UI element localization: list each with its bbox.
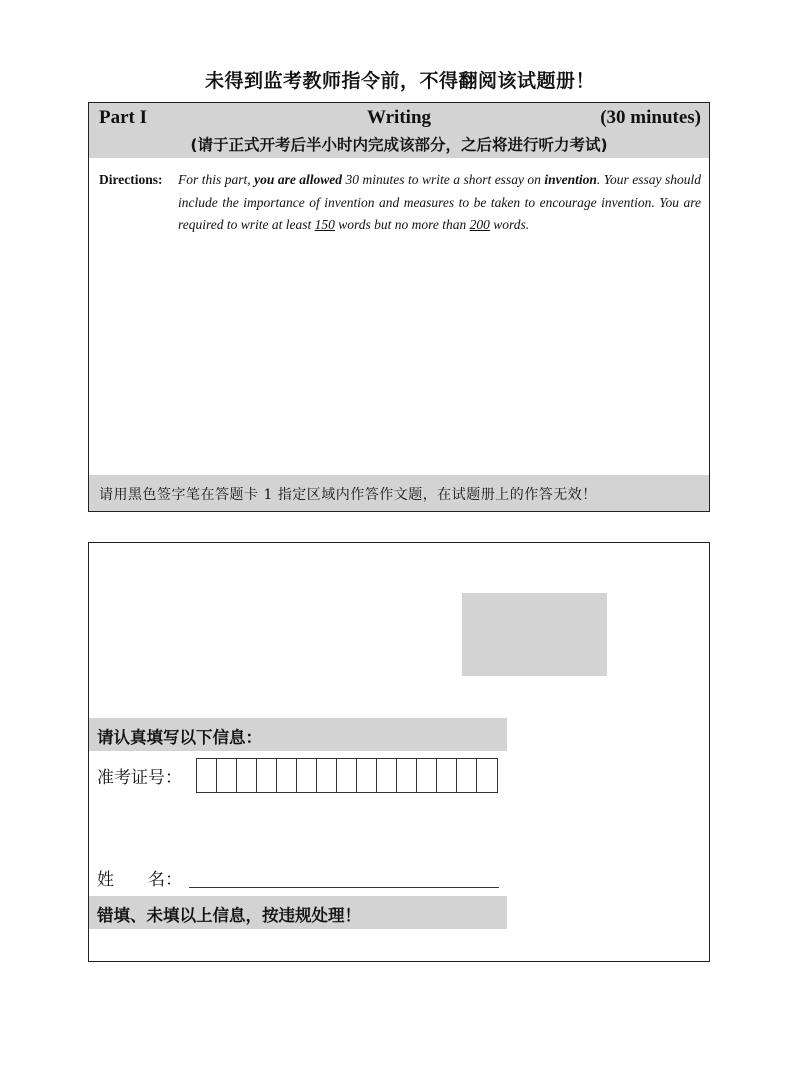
writing-section bbox=[88, 102, 710, 512]
exam-id-cell[interactable] bbox=[437, 759, 457, 792]
min-words: 150 bbox=[314, 217, 335, 232]
exam-id-cell[interactable] bbox=[277, 759, 297, 792]
warning-band bbox=[89, 896, 507, 929]
fill-prompt: 请认真填写以下信息： bbox=[97, 728, 262, 747]
violation-warning: 错填、未填以上信息，按违规处理！ bbox=[97, 906, 361, 925]
fill-prompt-band bbox=[89, 718, 507, 751]
candidate-info-section bbox=[88, 542, 710, 962]
exam-id-label: 准考证号： bbox=[97, 768, 182, 788]
top-warning: 未得到监考教师指令前，不得翻阅该试题册！ bbox=[204, 70, 595, 92]
exam-id-grid[interactable] bbox=[196, 758, 498, 793]
name-label: 姓 名： bbox=[97, 870, 182, 890]
exam-id-cell[interactable] bbox=[237, 759, 257, 792]
section-note: (请于正式开考后半小时内完成该部分，之后将进行听力考试) bbox=[190, 136, 608, 154]
photo-placeholder bbox=[462, 593, 607, 676]
exam-id-cell[interactable] bbox=[257, 759, 277, 792]
exam-id-cell[interactable] bbox=[397, 759, 417, 792]
exam-id-cell[interactable] bbox=[197, 759, 217, 792]
section-title: Writing bbox=[366, 107, 432, 128]
max-words: 200 bbox=[469, 217, 490, 232]
section-header bbox=[89, 103, 709, 158]
exam-id-cell[interactable] bbox=[337, 759, 357, 792]
exam-id-cell[interactable] bbox=[377, 759, 397, 792]
answer-sheet-notice bbox=[89, 475, 709, 511]
exam-id-cell[interactable] bbox=[297, 759, 317, 792]
directions bbox=[99, 169, 701, 237]
directions-text: For this part, you are allowed 30 minutes to write a short essay on invention. Your essay should include the importance of invention and measures to be taken to encourage invention. You are required to write at least 150 words but no more than 200 words. bbox=[178, 172, 702, 232]
part-label: Part I bbox=[99, 107, 148, 128]
name-field[interactable] bbox=[189, 887, 499, 888]
exam-id-cell[interactable] bbox=[477, 759, 497, 792]
directions-label: Directions: bbox=[99, 172, 163, 187]
exam-id-cell[interactable] bbox=[217, 759, 237, 792]
exam-id-cell[interactable] bbox=[457, 759, 477, 792]
exam-id-cell[interactable] bbox=[417, 759, 437, 792]
exam-id-cell[interactable] bbox=[357, 759, 377, 792]
time-limit: (30 minutes) bbox=[600, 107, 701, 128]
exam-id-cell[interactable] bbox=[317, 759, 337, 792]
answer-sheet-notice-text: 请用黑色签字笔在答题卡 1 指定区域内作答作文题，在试题册上的作答无效！ bbox=[99, 487, 597, 503]
